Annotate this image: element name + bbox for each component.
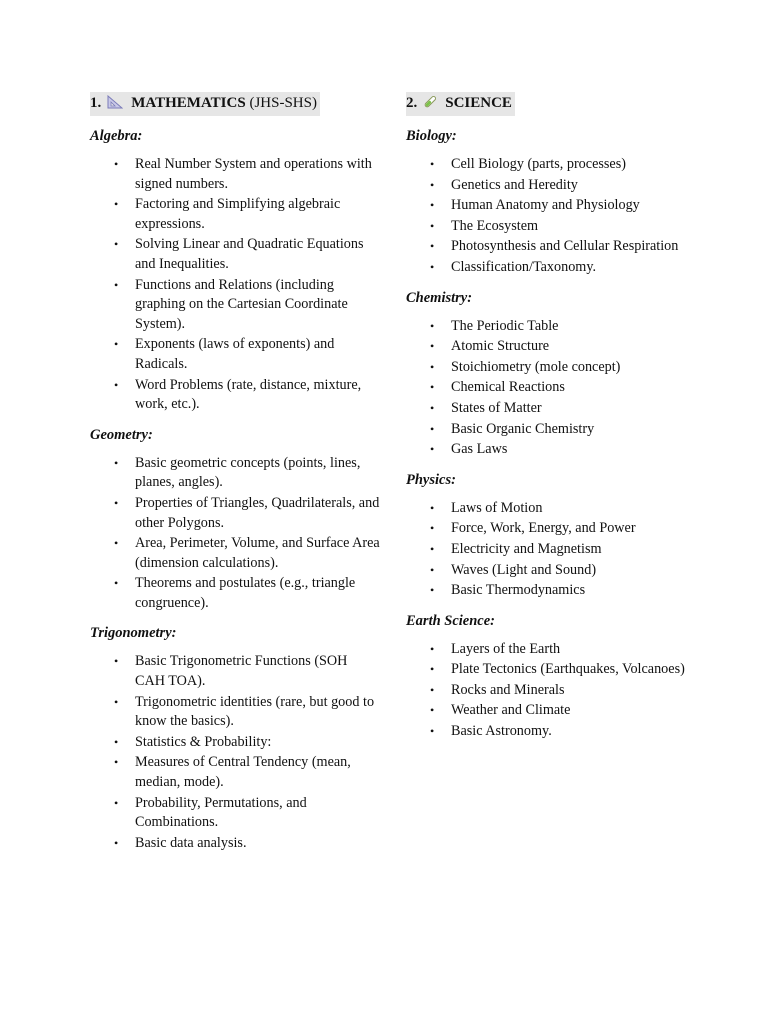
list-item-text: Layers of the Earth <box>451 640 561 657</box>
bullet-icon: • <box>114 495 119 510</box>
bullet-icon: • <box>430 421 435 436</box>
list-item-text: Word Problems (rate, distance, mixture, work, etc.). <box>135 376 362 413</box>
bullet-icon: • <box>114 455 119 470</box>
list-item-text: Basic data analysis. <box>135 834 247 851</box>
list-item <box>406 701 706 721</box>
bullet-icon: • <box>114 694 119 709</box>
bullet-icon: • <box>430 500 435 515</box>
list-item <box>90 454 380 493</box>
bullet-icon: • <box>114 734 119 749</box>
list-item-text: Statistics & Probability: <box>135 733 272 750</box>
bullet-icon: • <box>114 835 119 850</box>
list-item <box>90 376 380 415</box>
bullet-icon: • <box>430 339 435 354</box>
bullet-icon: • <box>114 277 119 292</box>
topic-list <box>90 155 380 415</box>
list-item <box>406 317 706 337</box>
list-item <box>406 440 706 460</box>
list-item <box>90 834 380 854</box>
bullet-icon: • <box>430 541 435 556</box>
bullet-icon: • <box>114 536 119 551</box>
list-item <box>406 337 706 357</box>
section-title: Algebra: <box>90 128 143 144</box>
bullet-icon: • <box>430 359 435 374</box>
bullet-icon: • <box>430 662 435 677</box>
bullet-icon: • <box>114 755 119 770</box>
science-title: SCIENCE <box>445 95 512 111</box>
section-title: Chemistry: <box>406 289 473 306</box>
bullet-icon: • <box>430 724 435 739</box>
topic-list <box>90 454 380 614</box>
list-item-text: The Ecosystem <box>451 217 539 234</box>
list-item-text: Functions and Relations (including graphing on the Cartesian Coordinate System). <box>135 276 348 332</box>
list-item <box>90 574 380 613</box>
list-item <box>406 499 706 519</box>
topic-list <box>406 155 706 278</box>
bullet-icon: • <box>114 795 119 810</box>
list-item <box>90 494 380 533</box>
mathematics-level: (JHS-SHS) <box>249 95 317 111</box>
list-item-text: Atomic Structure <box>451 338 550 355</box>
bullet-icon: • <box>430 562 435 577</box>
test-tube-icon <box>423 95 437 115</box>
list-item-text: Basic Astronomy. <box>451 723 552 740</box>
list-item <box>406 681 706 701</box>
list-item <box>406 378 706 398</box>
ruler-triangle-icon <box>107 95 123 115</box>
list-item-text: States of Matter <box>451 399 542 416</box>
science-column <box>406 92 706 752</box>
list-item-text: Solving Linear and Quadratic Equations and Inequalities. <box>135 236 364 272</box>
list-item-text: The Periodic Table <box>451 317 559 334</box>
bullet-icon: • <box>114 576 119 591</box>
list-item <box>406 660 706 680</box>
topic-list <box>406 640 706 742</box>
bullet-icon: • <box>114 377 119 392</box>
mathematics-column <box>90 92 380 863</box>
list-item <box>406 237 706 257</box>
list-item-text: Waves (Light and Sound) <box>451 561 597 578</box>
science-number: 2. <box>406 95 418 111</box>
list-item <box>406 176 706 196</box>
list-item <box>406 561 706 581</box>
list-item <box>406 217 706 237</box>
list-item <box>406 540 706 560</box>
list-item-text: Cell Biology (parts, processes) <box>451 156 626 172</box>
list-item <box>406 155 706 175</box>
science-heading <box>406 92 515 116</box>
list-item-text: Exponents (laws of exponents) and Radicals. <box>135 336 335 372</box>
list-item <box>90 335 380 374</box>
list-item <box>406 581 706 601</box>
list-item-text: Classification/Taxonomy. <box>451 258 597 275</box>
bullet-icon: • <box>430 218 435 233</box>
list-item-text: Rocks and Minerals <box>451 681 565 698</box>
mathematics-heading <box>90 92 320 116</box>
list-item-text: Measures of Central Tendency (mean, median, mode). <box>135 754 351 791</box>
bullet-icon: • <box>430 703 435 718</box>
list-item-text: Probability, Permutations, and Combinations. <box>135 794 307 831</box>
bullet-icon: • <box>114 654 119 669</box>
list-item <box>90 733 380 753</box>
bullet-icon: • <box>114 197 119 212</box>
section-title: Trigonometry: <box>90 625 177 642</box>
list-item <box>406 196 706 216</box>
list-item-text: Area, Perimeter, Volume, and Surface Area (dimension calculations). <box>135 535 380 571</box>
list-item-text: Human Anatomy and Physiology <box>451 197 640 214</box>
list-item <box>90 693 380 732</box>
bullet-icon: • <box>430 318 435 333</box>
section-title: Geometry: <box>90 426 153 443</box>
bullet-icon: • <box>430 400 435 415</box>
bullet-icon: • <box>430 442 435 457</box>
list-item-text: Weather and Climate <box>451 702 571 719</box>
list-item-text: Basic Thermodynamics <box>451 582 586 599</box>
list-item-text: Basic geometric concepts (points, lines, planes, angles). <box>135 454 361 491</box>
list-item-text: Stoichiometry (mole concept) <box>451 358 621 375</box>
list-item-text: Basic Trigonometric Functions (SOH CAH TOA). <box>135 653 348 690</box>
list-item-text: Force, Work, Energy, and Power <box>451 520 636 537</box>
bullet-icon: • <box>430 157 435 171</box>
bullet-icon: • <box>430 682 435 697</box>
list-item <box>406 722 706 742</box>
section-title: Biology: <box>406 128 457 144</box>
bullet-icon: • <box>430 641 435 656</box>
list-item <box>90 534 380 573</box>
bullet-icon: • <box>430 583 435 598</box>
list-item <box>406 640 706 660</box>
list-item-text: Basic Organic Chemistry <box>451 420 595 437</box>
bullet-icon: • <box>114 237 119 252</box>
list-item <box>406 258 706 278</box>
bullet-icon: • <box>430 259 435 274</box>
list-item-text: Real Number System and operations with signed numbers. <box>135 156 372 192</box>
topic-list <box>406 499 706 601</box>
bullet-icon: • <box>114 157 119 171</box>
bullet-icon: • <box>430 239 435 254</box>
list-item <box>90 195 380 234</box>
list-item <box>406 358 706 378</box>
section-title: Earth Science: <box>406 612 496 629</box>
bullet-icon: • <box>430 177 435 192</box>
science-sections <box>406 126 706 742</box>
mathematics-title: MATHEMATICS <box>131 95 246 111</box>
topic-list <box>406 317 706 460</box>
list-item <box>406 519 706 539</box>
list-item-text: Properties of Triangles, Quadrilaterals, and other Polygons. <box>135 494 380 531</box>
list-item <box>90 155 380 194</box>
topic-list <box>90 652 380 853</box>
list-item-text: Plate Tectonics (Earthquakes, Volcanoes) <box>451 661 685 678</box>
list-item <box>90 652 380 691</box>
list-item-text: Genetics and Heredity <box>451 176 578 193</box>
list-item <box>90 753 380 792</box>
list-item <box>90 794 380 833</box>
mathematics-number: 1. <box>90 95 102 111</box>
bullet-icon: • <box>430 521 435 536</box>
list-item <box>406 399 706 419</box>
section-title: Physics: <box>406 471 456 488</box>
list-item <box>90 235 380 274</box>
list-item-text: Trigonometric identities (rare, but good to know the basics). <box>135 693 375 730</box>
list-item-text: Electricity and Magnetism <box>451 540 602 557</box>
list-item <box>90 276 380 335</box>
mathematics-sections <box>90 126 380 853</box>
list-item-text: Gas Laws <box>451 441 508 458</box>
bullet-icon: • <box>430 198 435 213</box>
list-item-text: Chemical Reactions <box>451 379 565 396</box>
bullet-icon: • <box>114 337 119 352</box>
list-item-text: Theorems and postulates (e.g., triangle congruence). <box>135 575 356 611</box>
list-item-text: Factoring and Simplifying algebraic expressions. <box>135 196 341 232</box>
bullet-icon: • <box>430 380 435 395</box>
list-item-text: Photosynthesis and Cellular Respiration <box>451 238 679 255</box>
list-item <box>406 420 706 440</box>
list-item-text: Laws of Motion <box>451 499 543 516</box>
